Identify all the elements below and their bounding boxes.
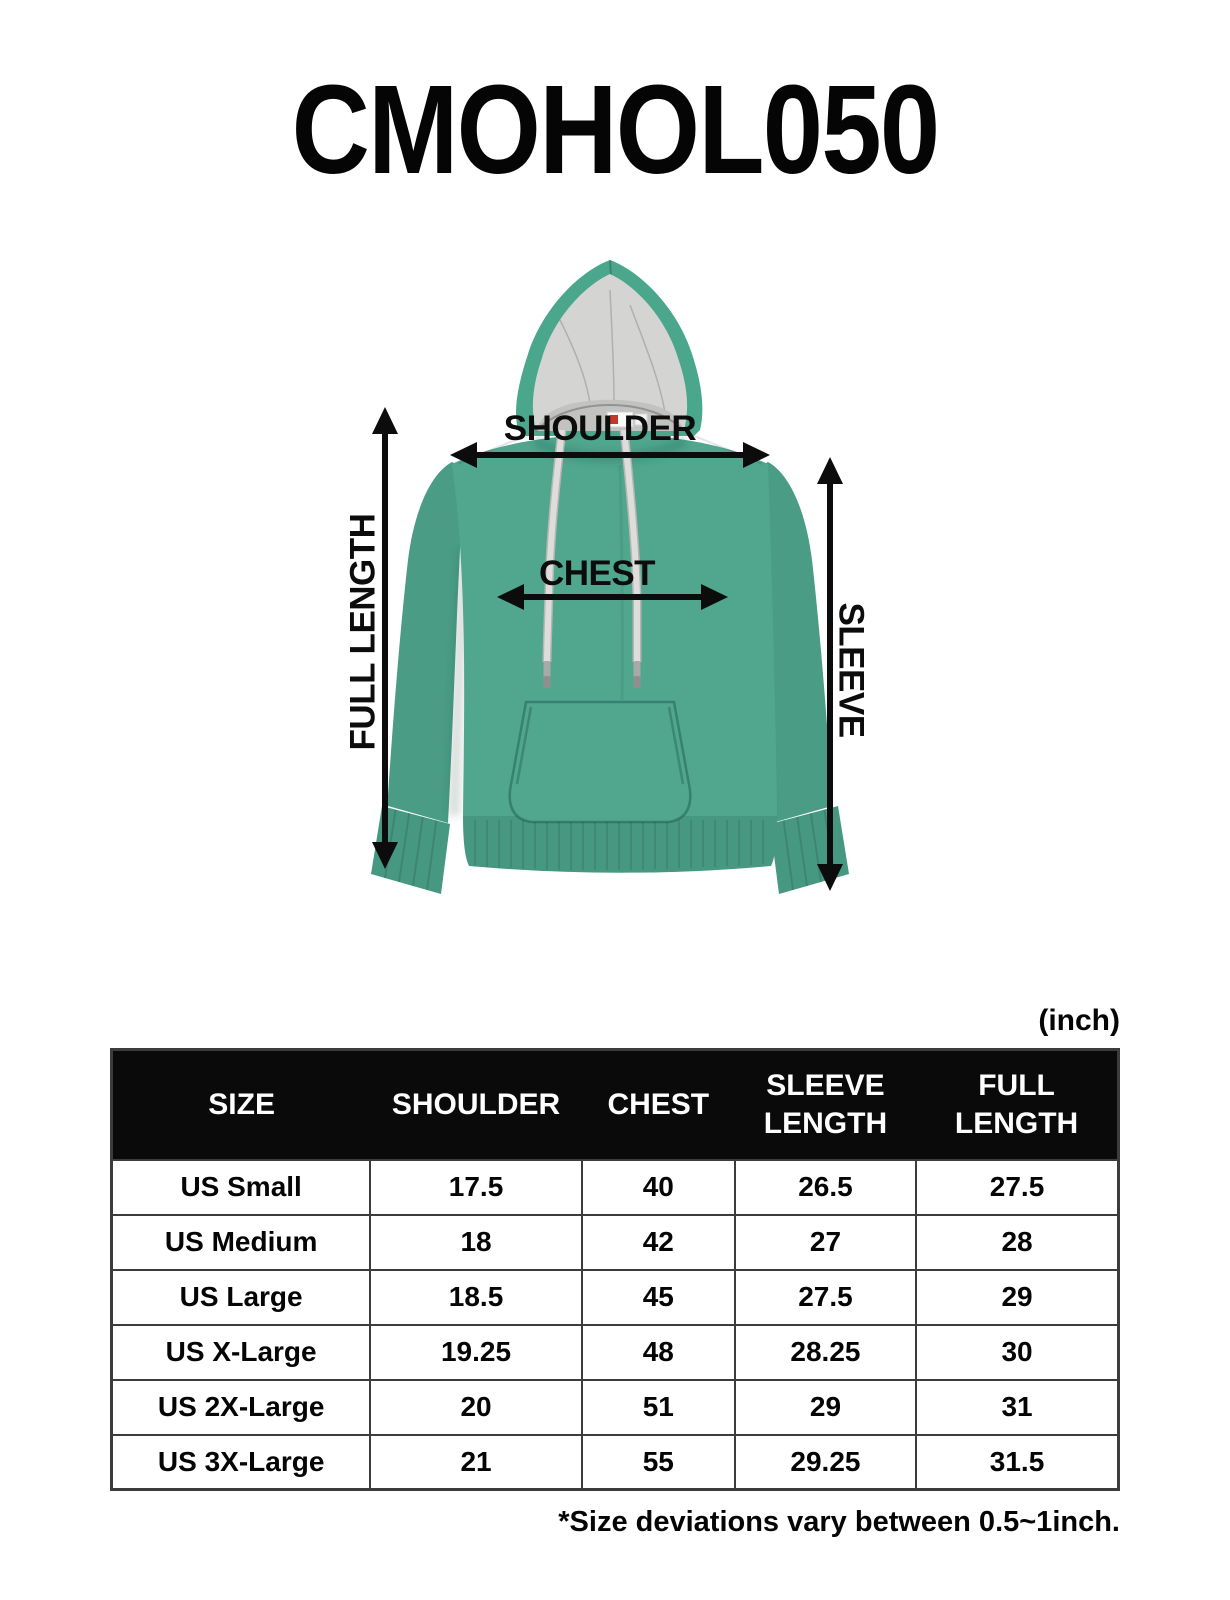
table-row	[112, 1215, 1119, 1270]
hoodie-measurement-diagram	[330, 250, 890, 910]
full-length-measure-label: FULL LENGTH	[343, 513, 383, 751]
full-length-cell: 31	[916, 1380, 1118, 1435]
shoulder-cell: 21	[370, 1435, 581, 1490]
shoulder-cell: 17.5	[370, 1160, 581, 1215]
size-cell: US 2X-Large	[112, 1380, 371, 1435]
chest-cell: 55	[582, 1435, 735, 1490]
chest-measure-label: CHEST	[538, 554, 656, 593]
full-length-cell: 31.5	[916, 1435, 1118, 1490]
chest-cell: 45	[582, 1270, 735, 1325]
shoulder-cell: 18.5	[370, 1270, 581, 1325]
chest-cell: 48	[582, 1325, 735, 1380]
size-cell: US Small	[112, 1160, 371, 1215]
size-deviation-footnote: *Size deviations vary between 0.5~1inch.	[558, 1506, 1120, 1538]
chest-cell: 42	[582, 1215, 735, 1270]
column-header-shoulder: SHOULDER	[370, 1050, 581, 1160]
sleeve-measure-label: SLEEVE	[831, 602, 871, 738]
sleeve-length-cell: 27	[735, 1215, 916, 1270]
table-row	[112, 1325, 1119, 1380]
full-length-cell: 30	[916, 1325, 1118, 1380]
size-cell: US 3X-Large	[112, 1435, 371, 1490]
table-header-row	[112, 1050, 1119, 1160]
chest-cell: 51	[582, 1380, 735, 1435]
sleeve-length-cell: 27.5	[735, 1270, 916, 1325]
size-cell: US Large	[112, 1270, 371, 1325]
shoulder-cell: 18	[370, 1215, 581, 1270]
shoulder-measure-label: SHOULDER	[503, 409, 697, 448]
sleeve-length-cell: 29.25	[735, 1435, 916, 1490]
full-length-cell: 29	[916, 1270, 1118, 1325]
size-cell: US X-Large	[112, 1325, 371, 1380]
full-length-cell: 27.5	[916, 1160, 1118, 1215]
size-table	[110, 1048, 1120, 1491]
product-code-title: CMOHOL050	[291, 59, 939, 200]
full-length-cell: 28	[916, 1215, 1118, 1270]
shoulder-cell: 19.25	[370, 1325, 581, 1380]
sleeve-length-cell: 28.25	[735, 1325, 916, 1380]
column-header-chest: CHEST	[582, 1050, 735, 1160]
unit-label: (inch)	[1038, 1004, 1120, 1037]
column-header-size: SIZE	[112, 1050, 371, 1160]
shoulder-cell: 20	[370, 1380, 581, 1435]
column-header-sleeve-length: SLEEVE LENGTH	[735, 1050, 916, 1160]
table-row	[112, 1435, 1119, 1490]
chest-cell: 40	[582, 1160, 735, 1215]
sleeve-length-cell: 29	[735, 1380, 916, 1435]
size-cell: US Medium	[112, 1215, 371, 1270]
table-row	[112, 1380, 1119, 1435]
kangaroo-pocket	[510, 702, 691, 822]
table-row	[112, 1270, 1119, 1325]
table-row	[112, 1160, 1119, 1215]
column-header-full-length: FULL LENGTH	[916, 1050, 1118, 1160]
sleeve-length-cell: 26.5	[735, 1160, 916, 1215]
